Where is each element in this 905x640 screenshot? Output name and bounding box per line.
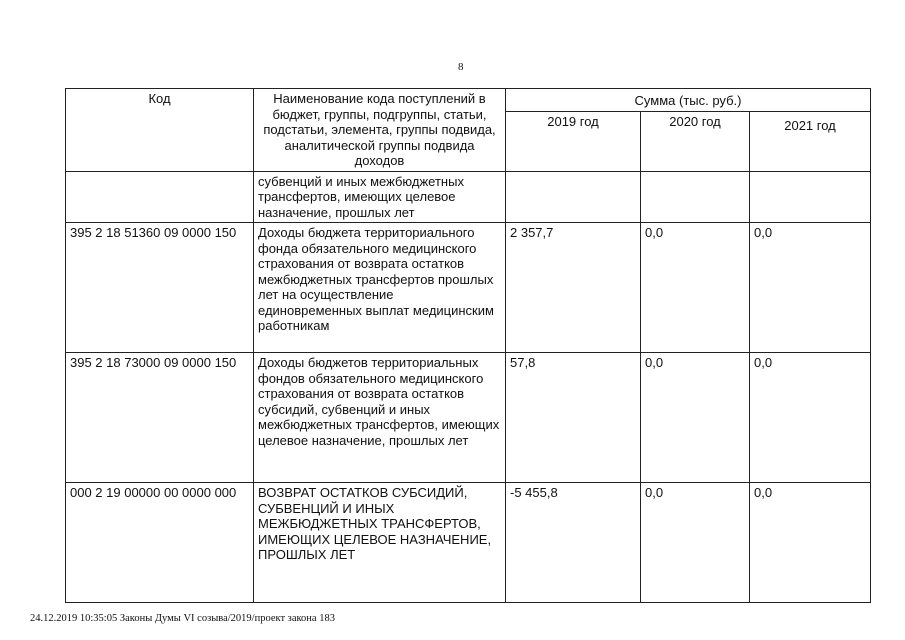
row-code: 395 2 18 51360 09 0000 150 [66, 223, 254, 353]
row-name: Доходы бюджетов территориальных фондов обязательного медицинского страхования от возврата остатков субсидий, субвенций и иных межбюджетных трансфертов, имеющих целевое назначение, прошлых лет [254, 353, 506, 483]
row-value-2021: 0,0 [750, 483, 871, 603]
table-row [66, 353, 871, 483]
row-value-2019 [506, 171, 641, 223]
row-name: ВОЗВРАТ ОСТАТКОВ СУБСИДИЙ, СУБВЕНЦИЙ И ИНЫХ МЕЖБЮДЖЕТНЫХ ТРАНСФЕРТОВ, ИМЕЮЩИХ ЦЕЛЕВОЕ НАЗНАЧЕНИЕ, ПРОШЛЫХ ЛЕТ [254, 483, 506, 603]
row-value-2020: 0,0 [641, 353, 750, 483]
row-value-2020: 0,0 [641, 223, 750, 353]
row-code: 395 2 18 73000 09 0000 150 [66, 353, 254, 483]
page-number: 8 [458, 61, 464, 73]
table-row [66, 483, 871, 603]
table-row [66, 223, 871, 353]
revenue-table [65, 88, 871, 603]
row-code [66, 171, 254, 223]
header-sum: Сумма (тыс. руб.) [506, 89, 871, 112]
table-header-row [66, 89, 871, 112]
header-year-2019: 2019 год [506, 111, 641, 171]
document-footer: 24.12.2019 10:35:05 Законы Думы VI созыва/2019/проект закона 183 [30, 613, 335, 624]
row-value-2020 [641, 171, 750, 223]
header-name: Наименование кода поступлений в бюджет, группы, подгруппы, статьи, подстатьи, элемента, группы подвида, аналитической группы подвида доходов [254, 89, 506, 172]
row-value-2021: 0,0 [750, 223, 871, 353]
row-code: 000 2 19 00000 00 0000 000 [66, 483, 254, 603]
row-value-2021: 0,0 [750, 353, 871, 483]
table-row [66, 171, 871, 223]
header-code: Код [66, 89, 254, 172]
header-year-2021: 2021 год [750, 111, 871, 171]
row-name: Доходы бюджета территориального фонда обязательного медицинского страхования от возврата остатков межбюджетных трансфертов прошлых лет на осуществление единовременных выплат медицинским работникам [254, 223, 506, 353]
row-value-2021 [750, 171, 871, 223]
row-name: субвенций и иных межбюджетных трансфертов, имеющих целевое назначение, прошлых лет [254, 171, 506, 223]
row-value-2020: 0,0 [641, 483, 750, 603]
row-value-2019: -5 455,8 [506, 483, 641, 603]
row-value-2019: 57,8 [506, 353, 641, 483]
row-value-2019: 2 357,7 [506, 223, 641, 353]
header-year-2020: 2020 год [641, 111, 750, 171]
